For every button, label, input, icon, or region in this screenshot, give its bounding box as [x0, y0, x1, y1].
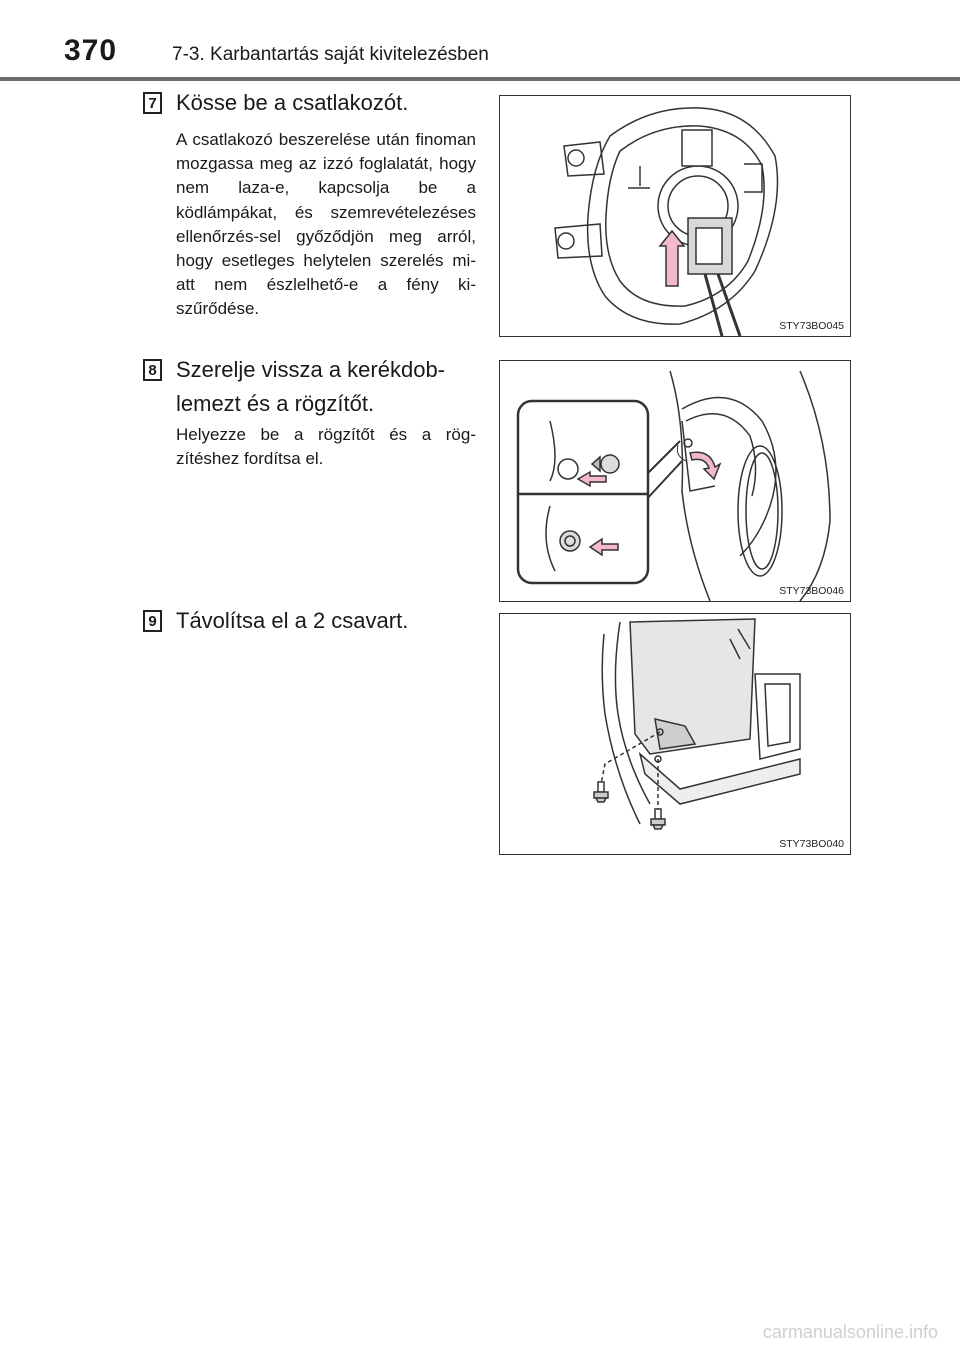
fog-lamp-connector-illustration [499, 95, 851, 337]
step-heading: Kösse be a csatlakozót. [176, 90, 409, 115]
fender-liner-clip-illustration [499, 360, 851, 602]
step-heading: Szerelje vissza a kerékdob-lemezt és a rögzítőt. [176, 357, 446, 416]
watermark: carmanualsonline.info [762, 1322, 938, 1342]
step-number-badge: 8 [143, 359, 162, 381]
fog-lamp-drawing [500, 96, 851, 337]
rotate-arrow-icon [690, 452, 720, 479]
screw-icon [651, 809, 665, 829]
step-number-badge: 9 [143, 610, 162, 632]
step-instructions: Helyezze be a rögzítőt és a rög-zítéshez fordítsa el. [176, 425, 476, 469]
screw-icon [594, 782, 608, 802]
screw-removal-illustration [499, 613, 851, 855]
step-instructions: A csatlakozó beszerelése után finoman mozgassa meg az izzó foglalatát, hogy nem laza-e, kapcsolja be a ködlámpákat, és szemrevételezéses ellenőrzés-sel győződjön meg arról, hogy esetleges helytelen szerelés mi-att nem észlelhető-e a fény ki-szűrődése. [176, 130, 476, 319]
step-number-badge: 7 [143, 92, 162, 114]
figure-code: STY73BO045 [779, 320, 844, 332]
step-heading: Távolítsa el a 2 csavart. [176, 608, 409, 633]
fender-liner-drawing [500, 361, 851, 602]
fender-screws-drawing [500, 614, 851, 855]
header-divider [0, 77, 960, 81]
page-number: 370 [64, 34, 118, 67]
figure-code: STY73BO040 [779, 838, 844, 850]
page-header [0, 0, 960, 80]
section-title: 7-3. Karbantartás saját kivitelezésben [172, 44, 489, 65]
figure-code: STY73BO046 [779, 585, 844, 597]
insert-arrow-icon [660, 231, 684, 286]
